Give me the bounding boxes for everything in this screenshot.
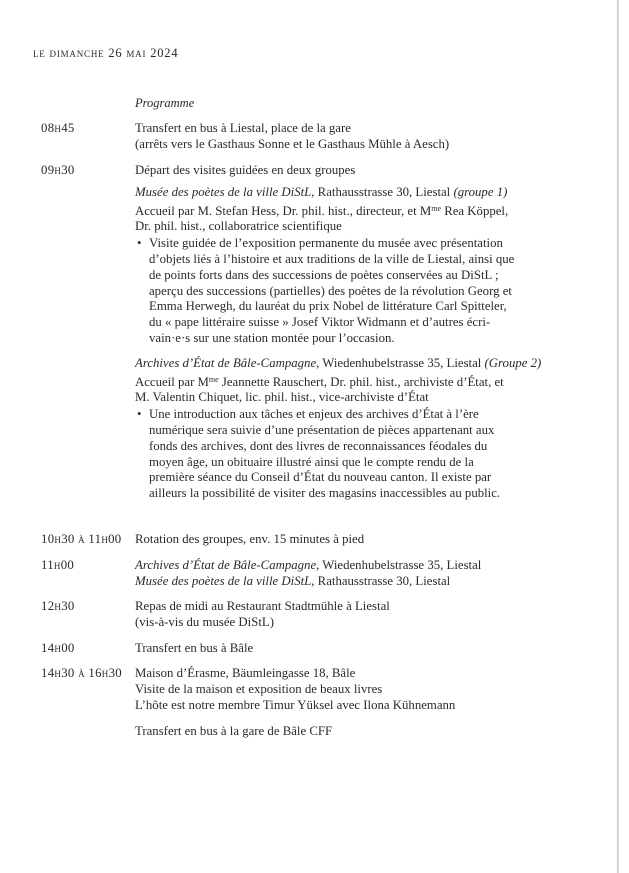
entry-time: 10h30 à 11h00	[41, 532, 122, 546]
group2-venue: Archives d’État de Bâle-Campagne, Wiedenhubelstrasse 35, Liestal (Groupe 2)	[135, 355, 542, 370]
group1-description: • Visite guidée de l’exposition permanente du musée avec présentation d’objets liés à l’histoire et aux traditions de la ville de Liestal, ainsi que de points forts dans des successions de poètes conservées au DiStL ; aperçu des successions (partielles) des poètes de la révolution Georg et Emma Herwegh, du lauréat du prix Nobel de littérature Carl Spitteler, du « pape littéraire suisse » Josef Viktor Widmann et d’autres écri- vain·e·s sur une station montée pour l’occasion.	[137, 236, 515, 345]
entry-line: Repas de midi au Restaurant Stadtmühle à Liestal	[135, 599, 390, 613]
entry-time: 14h30 à 16h30	[41, 666, 122, 680]
entry-time: 12h30	[41, 599, 75, 613]
bullet-icon: •	[137, 236, 142, 251]
entry-body	[135, 163, 575, 502]
date-header: le dimanche 26 mai 2024	[33, 46, 179, 60]
entry-body	[135, 558, 575, 590]
entry-line: Rotation des groupes, env. 15 minutes à pied	[135, 532, 365, 546]
group1-welcome-2: Dr. phil. hist., collaboratrice scientifique	[135, 219, 342, 234]
entry-line: Transfert en bus à Liestal, place de la gare	[135, 121, 351, 135]
entry-body	[135, 532, 575, 548]
page-edge	[617, 0, 619, 873]
entry-line: Visite de la maison et exposition de beaux livres	[135, 681, 383, 696]
group2-welcome-2: M. Valentin Chiquet, lic. phil. hist., vice-archiviste d’État	[135, 390, 429, 405]
entry-line: Transfert en bus à Bâle	[135, 641, 254, 655]
entry-body	[135, 666, 575, 740]
entry-time: 09h30	[41, 163, 75, 177]
group2-description: • Une introduction aux tâches et enjeux des archives d’État à l’ère numérique sera suivie d’une présentation de pièces appartenant aux fonds des archives, dont des livres de reconnaissances féodales du moyen âge, un obituaire illustré ainsi que le compte rendu de la première séance du Conseil d’État du nouveau canton. Il existe par ailleurs la possibilité de visiter des magasins inaccessibles au public.	[137, 407, 501, 501]
bullet-icon: •	[137, 407, 142, 422]
entry-line: Transfert en bus à la gare de Bâle CFF	[135, 724, 333, 739]
entry-body	[135, 121, 575, 153]
group1-welcome: Accueil par M. Stefan Hess, Dr. phil. hist., directeur, et $M^{me}$ Rea Köppel,	[135, 203, 509, 218]
programme-title: Programme	[135, 96, 195, 110]
entry-line: Maison d’Érasme, Bäumleingasse 18, Bâle	[135, 666, 356, 680]
entry-line: (vis-à-vis du musée DiStL)	[135, 614, 274, 629]
group2-welcome: Accueil par $M^{me}$ Jeannette Rauschert, Dr. phil. hist., archiviste d’État, et	[135, 374, 504, 389]
entry-line: Musée des poètes de la ville DiStL, Rathausstrasse 30, Liestal	[135, 573, 451, 588]
entry-line: Départ des visites guidées en deux groupes	[135, 163, 356, 177]
entry-line: L’hôte est notre membre Timur Yüksel avec Ilona Kühnemann	[135, 697, 456, 712]
entry-time: 08h45	[41, 121, 75, 135]
entry-body	[135, 599, 575, 631]
entry-time: 14h00	[41, 641, 75, 655]
entry-time: 11h00	[41, 558, 75, 572]
entry-line: (arrêts vers le Gasthaus Sonne et le Gasthaus Mühle à Aesch)	[135, 136, 450, 151]
entry-body	[135, 641, 575, 657]
group1-venue: Musée des poètes de la ville DiStL, Rathausstrasse 30, Liestal (groupe 1)	[135, 184, 508, 199]
entry-line: Archives d’État de Bâle-Campagne, Wiedenhubelstrasse 35, Liestal	[135, 558, 482, 572]
